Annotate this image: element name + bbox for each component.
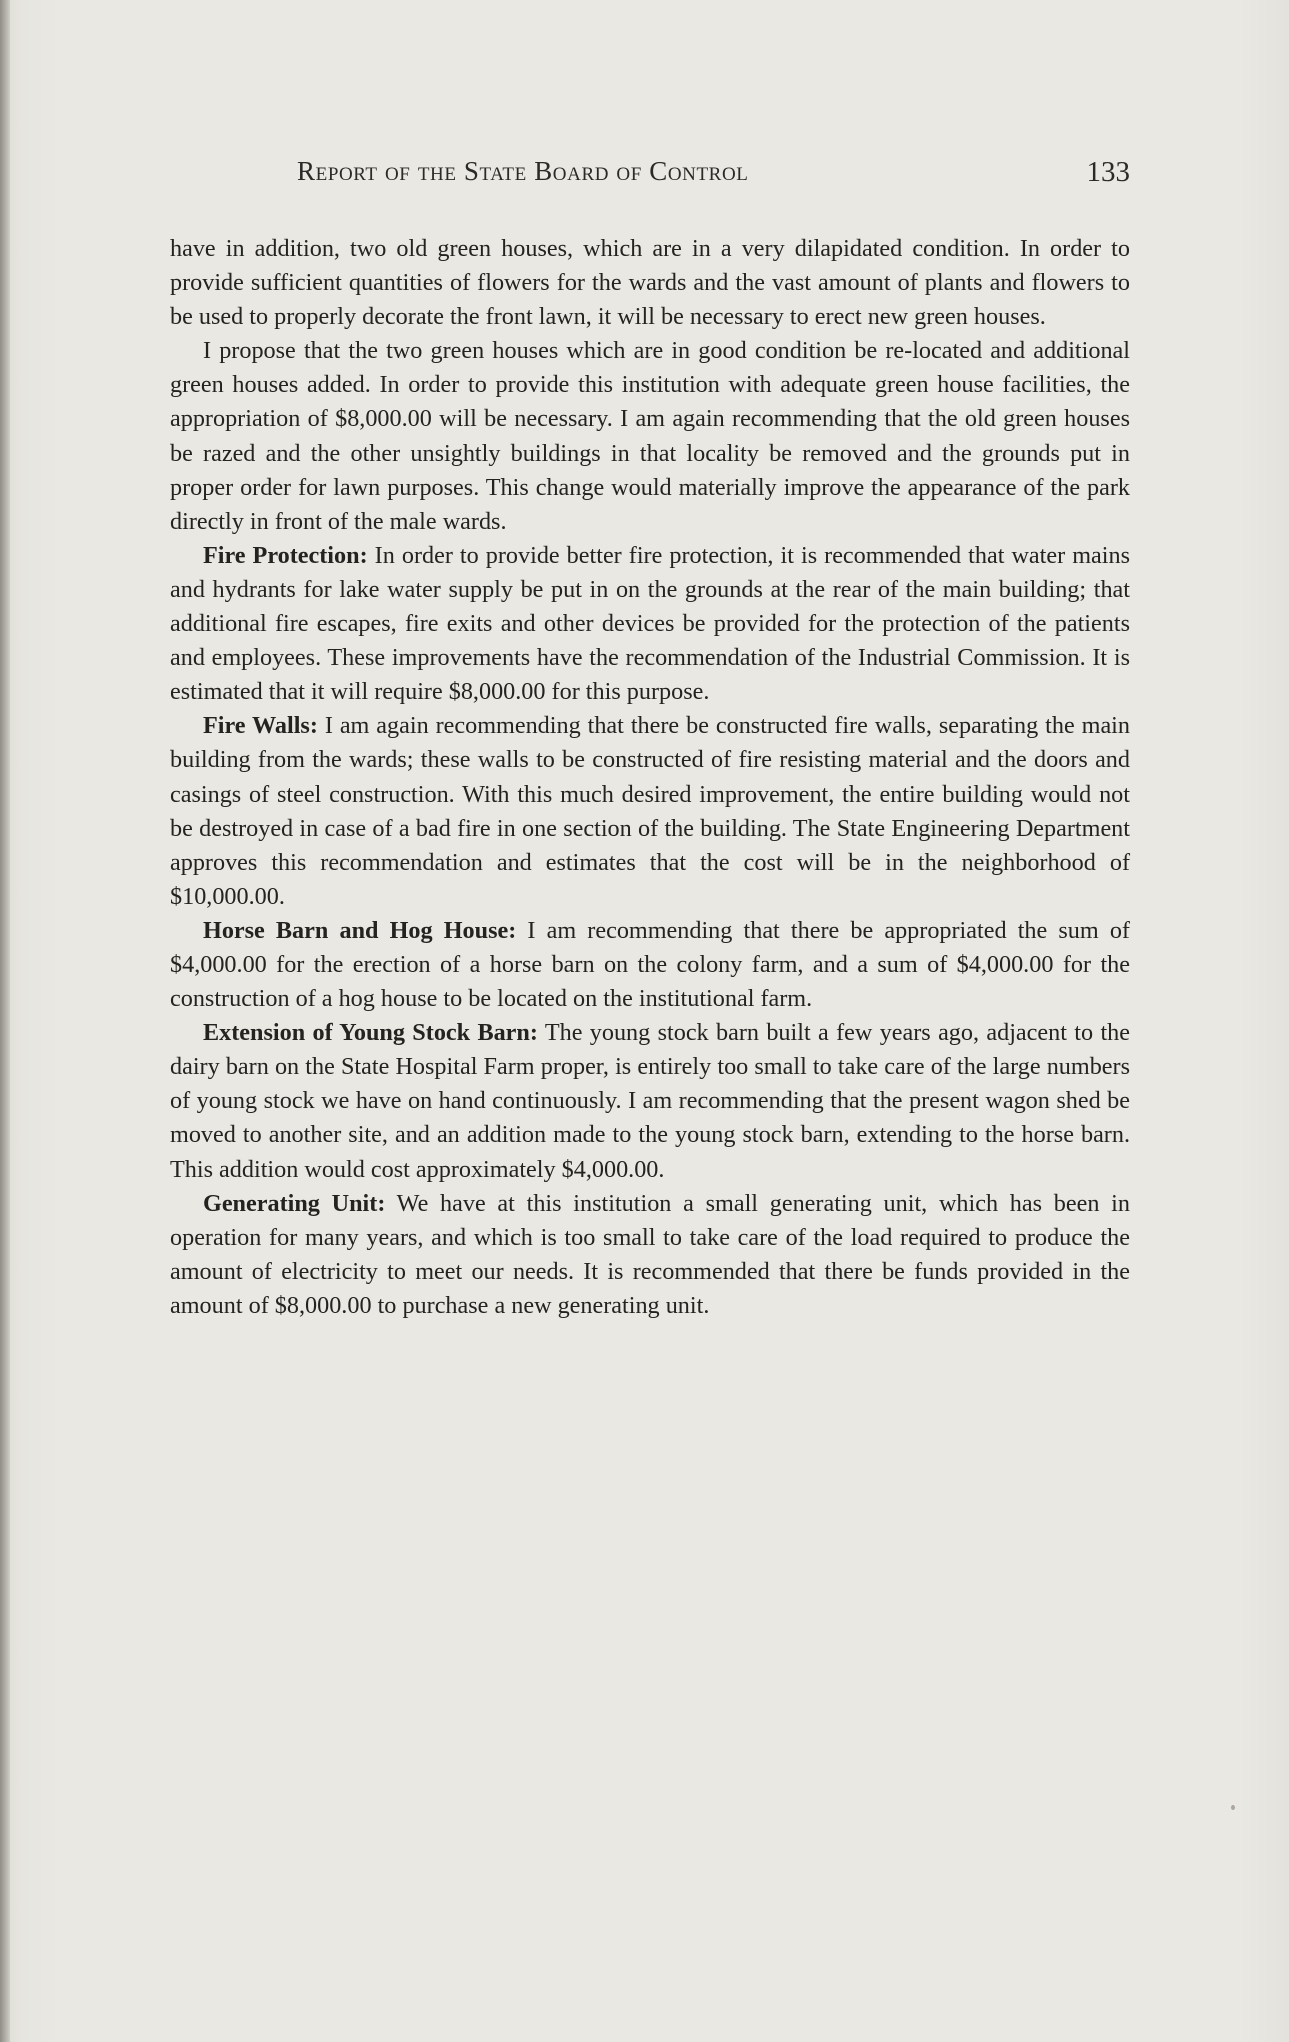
page-spine-shadow — [0, 0, 10, 2042]
paragraph-text: In order to provide better fire protection, it is recommended that water mains and hydrants for lake water supply be put in on the grounds at the rear of the main building; that additional fire escapes, fire exits and other devices be provided for the protection of the patients and employees. These improvements have the recommendation of the Industrial Commission. It is estimated that it will require $8,000.00 for this purpose. — [170, 541, 1130, 706]
paragraph-text: The young stock barn built a few years ago, adjacent to the dairy barn on the State Hospital Farm proper, is entirely too small to take care of the large numbers of young stock we have on hand continuously. I am recommending that the present wagon shed be moved to another site, and an addition made to the young stock barn, extending to the horse barn. This addition would cost approximately $4,000.00. — [170, 1019, 1131, 1183]
paragraph-text: have in addition, two old green houses, which are in a very dilapidated condition. In order to provide sufficient quantities of flowers for the wards and the vast amount of plants and flowers to be used to properly decorate the front lawn, it will be necessary to erect new green houses. — [170, 235, 1130, 331]
paragraph-green-houses-continued — [170, 232, 1130, 334]
paragraph-lead: Generating Unit: — [203, 1189, 386, 1217]
body-text — [170, 232, 1130, 1323]
running-title: Report of the State Board of Control — [297, 156, 749, 186]
paragraph-text: I am recommending that there be appropriated the sum of $4,000.00 for the erection of a horse barn on the colony farm, and a sum of $4,000.00 for the construction of a hog house to be located on the institutional farm. — [170, 916, 1130, 1013]
page-number: 133 — [1086, 156, 1130, 188]
paper-speck — [1231, 1805, 1235, 1810]
paragraph-lead: Extension of Young Stock Barn: — [203, 1019, 538, 1047]
paragraph-lead: Fire Protection: — [203, 541, 368, 569]
running-head — [170, 156, 1130, 196]
paragraph-text: We have at this institution a small generating unit, which has been in operation for many years, and which is too small to take care of the load required to produce the amount of electricity to meet our needs. It is recommended that there be funds provided in the amount of $8,000.00 to purchase a new generating unit. — [170, 1189, 1130, 1319]
paragraph-text: I am again recommending that there be constructed fire walls, separating the main building from the wards; these walls to be constructed of fire resisting material and the doors and casings of steel construction. With this much desired improvement, the entire building would not be destroyed in case of a bad fire in one section of the building. The State Engineering Department approves this recommendation and estimates that the cost will be in the neighborhood of $10,000.00. — [170, 712, 1130, 910]
paragraph-generating-unit — [170, 1187, 1130, 1323]
paragraph-fire-walls — [170, 709, 1130, 914]
paragraph-fire-protection — [170, 539, 1130, 709]
paragraph-young-stock-barn — [170, 1016, 1130, 1186]
paragraph-green-houses-proposal — [170, 334, 1130, 539]
paragraph-lead: Horse Barn and Hog House: — [203, 916, 517, 944]
paragraph-lead: Fire Walls: — [203, 712, 318, 740]
paragraph-horse-barn-hog-house — [170, 914, 1130, 1016]
paragraph-text: I propose that the two green houses which are in good condition be re-located and additional green houses added. In order to provide this institution with adequate green house facilities, the appropriation of $8,000.00 will be necessary. I am again recommending that the old green houses be razed and the other unsightly buildings in that locality be removed and the grounds put in proper order for lawn purposes. This change would materially improve the appearance of the park directly in front of the male wards. — [170, 337, 1130, 535]
